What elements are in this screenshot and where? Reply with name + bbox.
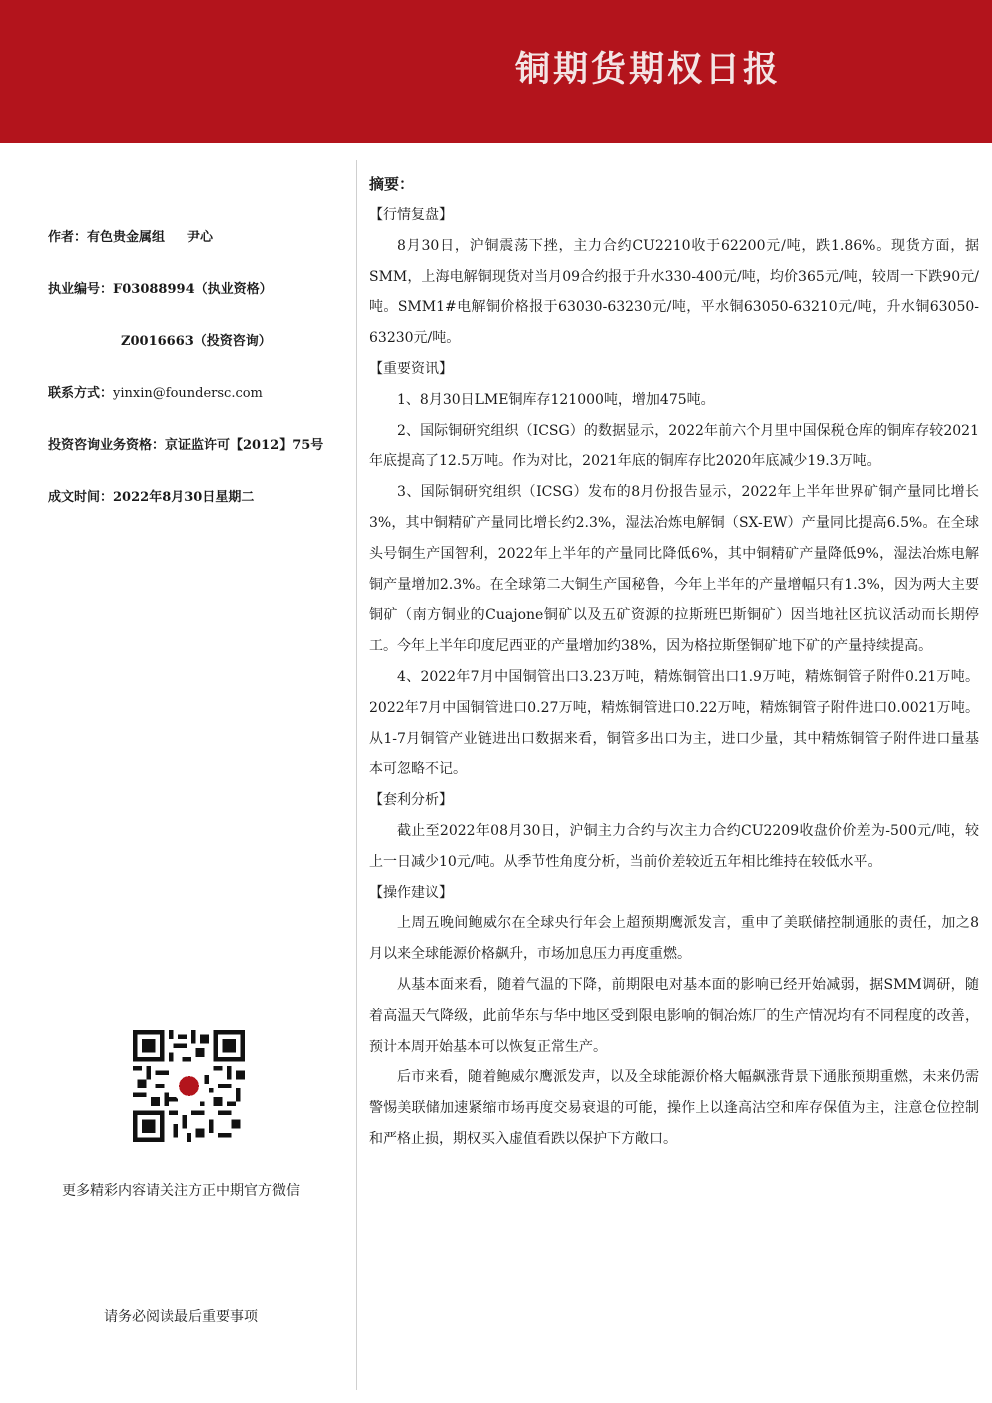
date-label: 成文时间： bbox=[48, 490, 114, 505]
license-number-2: Z0016663（投资咨询） bbox=[121, 334, 272, 349]
section-strategy bbox=[369, 878, 979, 1155]
paragraph: 后市来看，随着鲍威尔鹰派发声，以及全球能源价格大幅飙涨背景下通胀预期重燃，未来仍需警惕美联储加速紧缩市场再度交易衰退的可能，操作上以逢高沽空和库存保值为主，注意仓位控制和严格止损，期权买入虚值看跌以保护下方敞口。 bbox=[369, 1069, 979, 1147]
summary-title: 摘要： bbox=[369, 175, 415, 193]
qr-caption: 更多精彩内容请关注方正中期官方微信 bbox=[62, 1183, 300, 1199]
date-line bbox=[48, 486, 254, 505]
paragraph: 截止至2022年08月30日，沪铜主力合约与次主力合约CU2209收盘价价差为-500元/吨，较上一日减少10元/吨。从季节性角度分析，当前价差较近五年相比维持在较低水平。 bbox=[369, 822, 979, 870]
section-key-news bbox=[369, 354, 979, 785]
paragraph: 从基本面来看，随着气温的下降，前期限电对基本面的影响已经开始减弱，据SMM调研，随着高温天气降级，此前华东与华中地区受到限电影响的铜冶炼厂的生产情况均有不同程度的改善，预计本周开始基本可以恢复正常生产。 bbox=[369, 976, 979, 1055]
paragraph: 4、2022年7月中国铜管出口3.23万吨，精炼铜管出口1.9万吨，精炼铜管子附件0.21万吨。2022年7月中国铜管进口0.27万吨，精炼铜管进口0.22万吨，精炼铜管子附件进口0.0021万吨。从1-7月铜管产业链进出口数据来看，铜管多出口为主，进口少量，其中精炼铜管子附件进口量基本可忽略不记。 bbox=[369, 668, 979, 778]
report-title: 铜期货期权日报 bbox=[515, 49, 782, 90]
main-content bbox=[369, 170, 979, 1155]
section-arbitrage bbox=[369, 785, 979, 877]
license-line-2 bbox=[121, 330, 272, 349]
author-name: 尹心 bbox=[187, 230, 214, 245]
qualification-line bbox=[48, 434, 323, 453]
license-number-1: F03088994（执业资格） bbox=[113, 282, 273, 297]
author-line bbox=[48, 226, 213, 245]
wechat-qr-code bbox=[133, 1030, 245, 1142]
paragraph: 2、国际铜研究组织（ICSG）的数据显示，2022年前六个月里中国保税仓库的铜库存较2021年底提高了12.5万吨。作为对比，2021年底的铜库存比2020年底减少19.3万吨。 bbox=[369, 422, 979, 470]
paragraph: 8月30日，沪铜震荡下挫，主力合约CU2210收于62200元/吨，跌1.86%。现货方面，据SMM，上海电解铜现货对当月09合约报于升水330-400元/吨，均价365元/吨，较周一下跌90元/吨。SMM1#电解铜价格报于63030-63230元/吨，平水铜63050-63210元/吨，升水铜63050-63230元/吨。 bbox=[369, 237, 979, 347]
section-heading: 【重要资讯】 bbox=[369, 360, 453, 377]
author-label: 作者： bbox=[48, 230, 88, 245]
section-market-review bbox=[369, 200, 979, 354]
paragraph: 上周五晚间鲍威尔在全球央行年会上超预期鹰派发言，重申了美联储控制通胀的责任，加之8月以来全球能源价格飙升，市场加息压力再度重燃。 bbox=[369, 915, 979, 963]
paragraph: 1、8月30日LME铜库存121000吨，增加475吨。 bbox=[397, 391, 715, 408]
column-divider bbox=[356, 160, 357, 1390]
qualification-label: 投资咨询业务资格： bbox=[48, 438, 166, 453]
paragraph: 3、国际铜研究组织（ICSG）发布的8月份报告显示，2022年上半年世界矿铜产量同比增长3%，其中铜精矿产量同比增长约2.3%，湿法冶炼电解铜（SX-EW）产量同比提高6.5%。在全球头号铜生产国智利，2022年上半年的产量同比降低6%，其中铜精矿产量降低9%，湿法冶炼电解铜产量增加2.3%。在全球第二大铜生产国秘鲁，今年上半年的产量增幅只有1.3%，因为两大主要铜矿（南方铜业的Cuajone铜矿以及五矿资源的拉斯班巴斯铜矿）因当地社区抗议活动而长期停工。今年上半年印度尼西亚的产量增加约38%，因为格拉斯堡铜矿地下矿的产量持续提高。 bbox=[369, 484, 979, 655]
license-line bbox=[48, 278, 273, 297]
contact-email[interactable]: yinxin@foundersc.com bbox=[113, 386, 263, 401]
header-banner bbox=[0, 0, 992, 143]
section-heading: 【行情复盘】 bbox=[369, 207, 453, 223]
section-heading: 【操作建议】 bbox=[369, 884, 453, 901]
author-group: 有色贵金属组 bbox=[87, 230, 166, 245]
date-value: 2022年8月30日星期二 bbox=[113, 490, 255, 505]
contact-label: 联系方式： bbox=[48, 386, 114, 401]
license-label: 执业编号： bbox=[48, 282, 114, 297]
section-heading: 【套利分析】 bbox=[369, 792, 453, 809]
read-notice: 请务必阅读最后重要事项 bbox=[104, 1309, 258, 1325]
contact-line bbox=[48, 382, 263, 401]
qualification-value: 京证监许可【2012】75号 bbox=[165, 438, 324, 453]
